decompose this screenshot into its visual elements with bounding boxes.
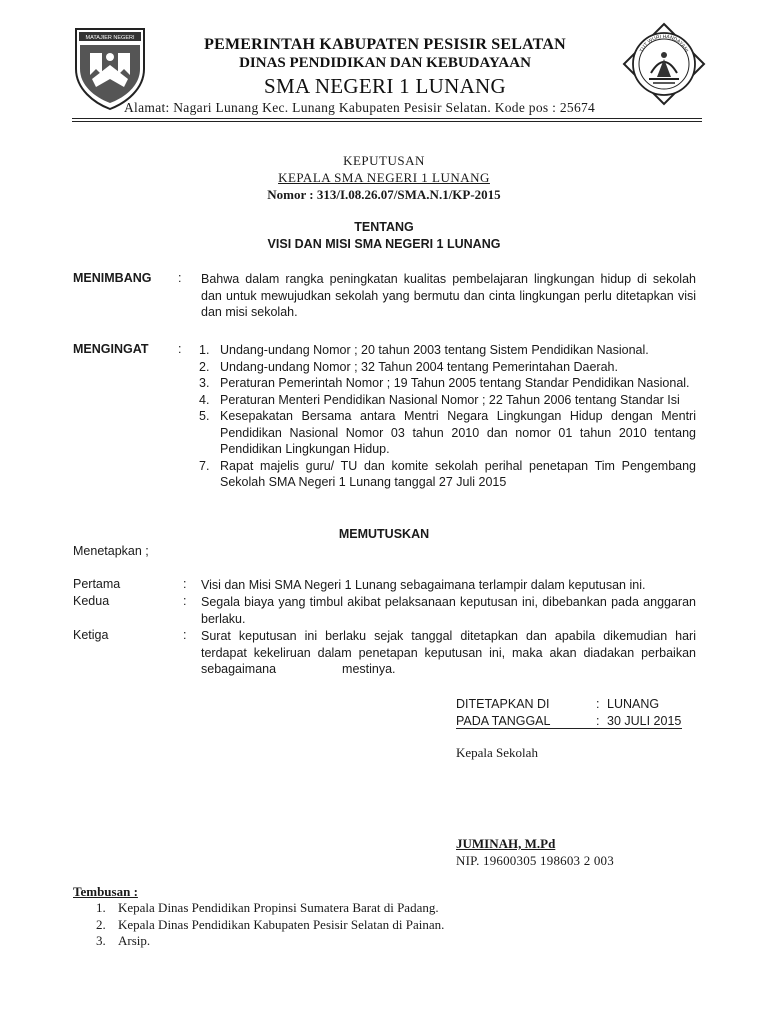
header-divider-thin bbox=[72, 121, 702, 122]
mengingat-label: MENGINGAT bbox=[73, 342, 149, 356]
list-item-text: Undang-undang Nomor ; 32 Tahun 2004 tentang Pemerintahan Daerah. bbox=[220, 359, 618, 374]
header-school-name: SMA NEGERI 1 LUNANG bbox=[264, 74, 506, 98]
pada-tanggal-value: 30 JULI 2015 bbox=[607, 714, 682, 728]
menimbang-label: MENIMBANG bbox=[73, 271, 152, 285]
list-item-number: 7. bbox=[199, 458, 210, 473]
list-item-text: Kepala Dinas Pendidikan Propinsi Sumatera Barat di Padang. bbox=[118, 900, 439, 915]
ditetapkan-label: DITETAPKAN DI bbox=[456, 697, 550, 711]
mengingat-list bbox=[199, 342, 696, 491]
list-item-number: 3. bbox=[96, 933, 106, 948]
list-item bbox=[96, 933, 444, 950]
list-item-text: Arsip. bbox=[118, 933, 151, 948]
list-item-number: 1. bbox=[199, 343, 210, 357]
tut-wuri-emblem-icon bbox=[621, 21, 707, 107]
list-item-number: 2. bbox=[199, 359, 210, 374]
tut-wuri-handayani-logo bbox=[621, 21, 707, 107]
tut-wuri-logo-text: TUT WURI HANDAYANI bbox=[638, 33, 690, 54]
signatory-nip: NIP. 19600305 198603 2 003 bbox=[456, 853, 614, 868]
list-item bbox=[199, 458, 696, 491]
menimbang-text: Bahwa dalam rangka peningkatan kualitas pembelajaran lingkungan hidup di sekolah dan untuk mewujudkan sekolah yang bermutu dan cinta lingkungan perlu ditetapkan visi dan misi sekolah. bbox=[201, 272, 696, 319]
list-item bbox=[199, 359, 696, 376]
header-department: DINAS PENDIDIKAN DAN KEBUDAYAAN bbox=[239, 55, 531, 71]
list-item bbox=[96, 900, 444, 917]
list-item bbox=[199, 408, 696, 458]
pertama-label: Pertama bbox=[73, 577, 121, 591]
list-item-text: Kesepakatan Bersama antara Mentri Negara Lingkungan Hidup dengan Mentri Pendidikan Nasional Nomor 03 tahun 2010 dan nomor 01 tahun 2010 tentang Pendidikan Lingkungan Hidup. bbox=[220, 409, 696, 456]
list-item-text: Undang-undang Nomor ; 20 tahun 2003 tentang Sistem Pendidikan Nasional. bbox=[220, 343, 649, 357]
title-nomor: Nomor : 313/I.08.26.07/SMA.N.1/KP-2015 bbox=[267, 187, 501, 202]
list-item-number: 1. bbox=[96, 900, 106, 915]
header-address: Alamat: Nagari Lunang Kec. Lunang Kabupaten Pesisir Selatan. Kode pos : 25674 bbox=[124, 100, 596, 115]
list-item bbox=[199, 392, 696, 409]
list-item bbox=[199, 342, 696, 359]
list-item-number: 5. bbox=[199, 409, 210, 423]
kedua-text: Segala biaya yang timbul akibat pelaksanaan keputusan ini, dibebankan pada anggaran berlaku. bbox=[201, 595, 696, 626]
list-item-text: Rapat majelis guru/ TU dan komite sekolah perihal penetapan Tim Pengembang Sekolah SMA Negeri 1 Lunang tanggal 27 Juli 2015 bbox=[220, 458, 696, 489]
list-item-number: 4. bbox=[199, 392, 210, 407]
list-item bbox=[199, 375, 696, 392]
tembusan-list bbox=[96, 900, 444, 950]
ketiga-text: Surat keputusan ini berlaku sejak tanggal ditetapkan dan apabila dikemudian hari terdapat kekeliruan dalam penetapan keputusan ini, maka akan diadakan perbaikan sebagaimana mestinya. bbox=[201, 629, 700, 676]
kedua-label: Kedua bbox=[73, 594, 110, 608]
title-kepala: KEPALA SMA NEGERI 1 LUNANG bbox=[278, 170, 490, 185]
list-item-number: 3. bbox=[199, 376, 210, 390]
memutuskan-heading: MEMUTUSKAN bbox=[338, 527, 430, 541]
regency-logo bbox=[72, 25, 148, 111]
menetapkan-label: Menetapkan ; bbox=[73, 544, 149, 558]
pada-tanggal-colon: : bbox=[596, 714, 600, 728]
mengingat-colon: : bbox=[178, 342, 182, 356]
list-item-text: Peraturan Menteri Pendidikan Nasional Nomor ; 22 Tahun 2006 tentang Standar Isi bbox=[220, 392, 680, 407]
ketiga-label: Ketiga bbox=[73, 628, 109, 642]
pertama-text: Visi dan Misi SMA Negeri 1 Lunang sebagaimana terlampir dalam keputusan ini. bbox=[201, 578, 646, 592]
list-item-text: Peraturan Pemerintah Nomor ; 19 Tahun 2005 tentang Standar Pendidikan Nasional. bbox=[220, 376, 690, 390]
ditetapkan-value: LUNANG bbox=[607, 697, 660, 711]
title-subject: VISI DAN MISI SMA NEGERI 1 LUNANG bbox=[267, 237, 501, 251]
kedua-colon: : bbox=[183, 594, 187, 608]
title-tentang: TENTANG bbox=[354, 220, 414, 234]
menimbang-colon: : bbox=[178, 271, 182, 285]
regency-logo-text: MATAJIER NEGERI bbox=[85, 35, 135, 41]
header-government: PEMERINTAH KABUPATEN PESISIR SELATAN bbox=[204, 36, 566, 53]
ditetapkan-colon: : bbox=[596, 697, 600, 711]
signatory-name: JUMINAH, M.Pd bbox=[456, 836, 556, 851]
pertama-colon: : bbox=[183, 577, 187, 591]
tembusan-title: Tembusan : bbox=[73, 884, 138, 899]
regency-shield-icon bbox=[72, 25, 148, 111]
list-item bbox=[96, 917, 444, 934]
pada-tanggal-label: PADA TANGGAL bbox=[456, 714, 551, 728]
ketiga-colon: : bbox=[183, 628, 187, 642]
signatory-position: Kepala Sekolah bbox=[456, 745, 538, 760]
title-keputusan: KEPUTUSAN bbox=[343, 153, 425, 168]
list-item-text: Kepala Dinas Pendidikan Kabupaten Pesisir Selatan di Painan. bbox=[118, 916, 445, 932]
list-item-number: 2. bbox=[96, 916, 106, 932]
header-divider-thick bbox=[72, 118, 702, 119]
